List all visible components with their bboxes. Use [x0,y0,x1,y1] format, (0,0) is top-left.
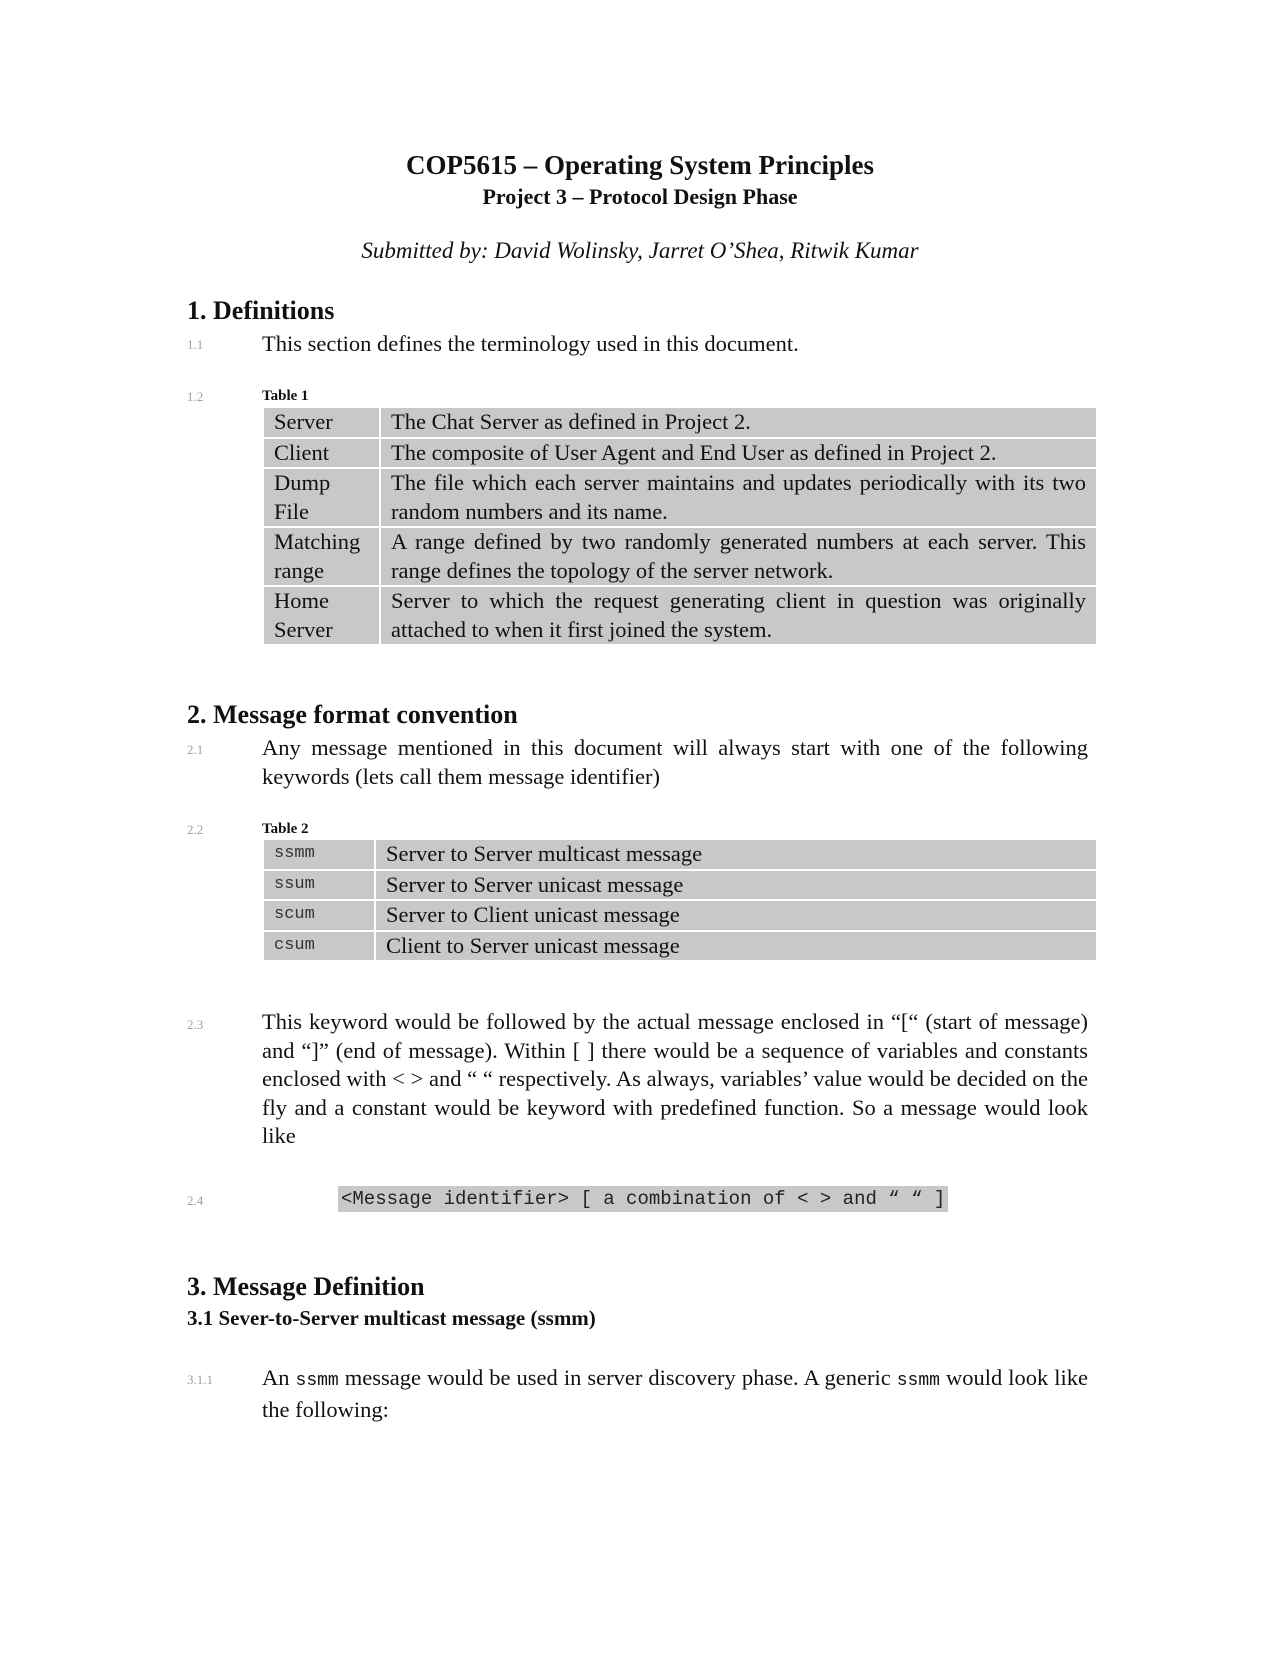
table-row [263,900,1097,931]
table-2-caption: Table 2 [262,821,309,837]
term-cell: Dump File [263,468,380,527]
text-run: An [262,1365,296,1390]
paragraph-number-2-4: 2.4 [187,1193,204,1208]
paragraph-number-3-1-1: 3.1.1 [187,1372,213,1387]
ssmm-description [262,1364,1088,1424]
identifier-cell: csum [263,931,375,962]
section-1-heading: 1. Definitions [187,296,335,325]
table-row [263,839,1097,870]
table-row [263,468,1097,527]
table-row [263,931,1097,962]
definitions-table [262,406,1098,646]
message-format-example: <Message identifier> [ a combination of < > and “ “ ] [338,1186,948,1212]
definition-cell: A range defined by two randomly generated numbers at each server. This range defines the topology of the server network. [380,527,1097,586]
table-row [263,870,1097,901]
table-row [263,438,1097,469]
identifier-cell: scum [263,900,375,931]
document-title: COP5615 – Operating System Principles [406,150,874,180]
paragraph-number-1-2: 1.2 [187,389,204,404]
table-row [263,586,1097,645]
identifier-description-cell: Server to Server unicast message [375,870,1097,901]
paragraph-number-2-1: 2.1 [187,742,204,757]
definition-cell: The Chat Server as defined in Project 2. [380,407,1097,438]
message-format-intro: Any message mentioned in this document will always start with one of the following keywords (lets call them message identifier) [262,735,1088,789]
inline-code: ssmm [295,1371,339,1391]
authors-line: Submitted by: David Wolinsky, Jarret O’Shea, Ritwik Kumar [361,238,919,263]
identifier-cell: ssmm [263,839,375,870]
term-cell: Server [263,407,380,438]
document-subtitle: Project 3 – Protocol Design Phase [482,184,798,209]
paragraph-number-2-2: 2.2 [187,822,204,837]
identifier-cell: ssum [263,870,375,901]
identifier-description-cell: Client to Server unicast message [375,931,1097,962]
paragraph-number-1-1: 1.1 [187,337,204,352]
section-2-heading: 2. Message format convention [187,700,518,729]
message-format-description: This keyword would be followed by the actual message enclosed in “[“ (start of message) and “]” (end of message). Within [ ] there would be a sequence of variables and constants enclosed with < > and “ “ respectively. As always, variables’ value would be decided on the fly and a constant would be keyword with predefined function. So a message would look like [262,1009,1088,1148]
identifier-description-cell: Server to Client unicast message [375,900,1097,931]
term-cell: Matching range [263,527,380,586]
text-run: message would be used in server discovery phase. A generic [338,1365,897,1390]
term-cell: Client [263,438,380,469]
section-3-heading: 3. Message Definition [187,1272,425,1301]
table-row [263,407,1097,438]
definition-cell: The composite of User Agent and End User as defined in Project 2. [380,438,1097,469]
paragraph-number-2-3: 2.3 [187,1017,204,1032]
table-1-caption: Table 1 [262,388,309,404]
text-run: would look like the following: [262,1365,1088,1422]
subsection-3-1-heading: 3.1 Sever-to-Server multicast message (ssmm) [187,1306,596,1330]
term-cell: Home Server [263,586,380,645]
inline-code: ssmm [896,1371,940,1391]
definitions-intro: This section defines the terminology used in this document. [262,331,799,356]
message-identifier-table [262,838,1098,962]
definition-cell: The file which each server maintains and updates periodically with its two random numbers and its name. [380,468,1097,527]
definition-cell: Server to which the request generating client in question was originally attached to when it first joined the system. [380,586,1097,645]
table-row [263,527,1097,586]
identifier-description-cell: Server to Server multicast message [375,839,1097,870]
